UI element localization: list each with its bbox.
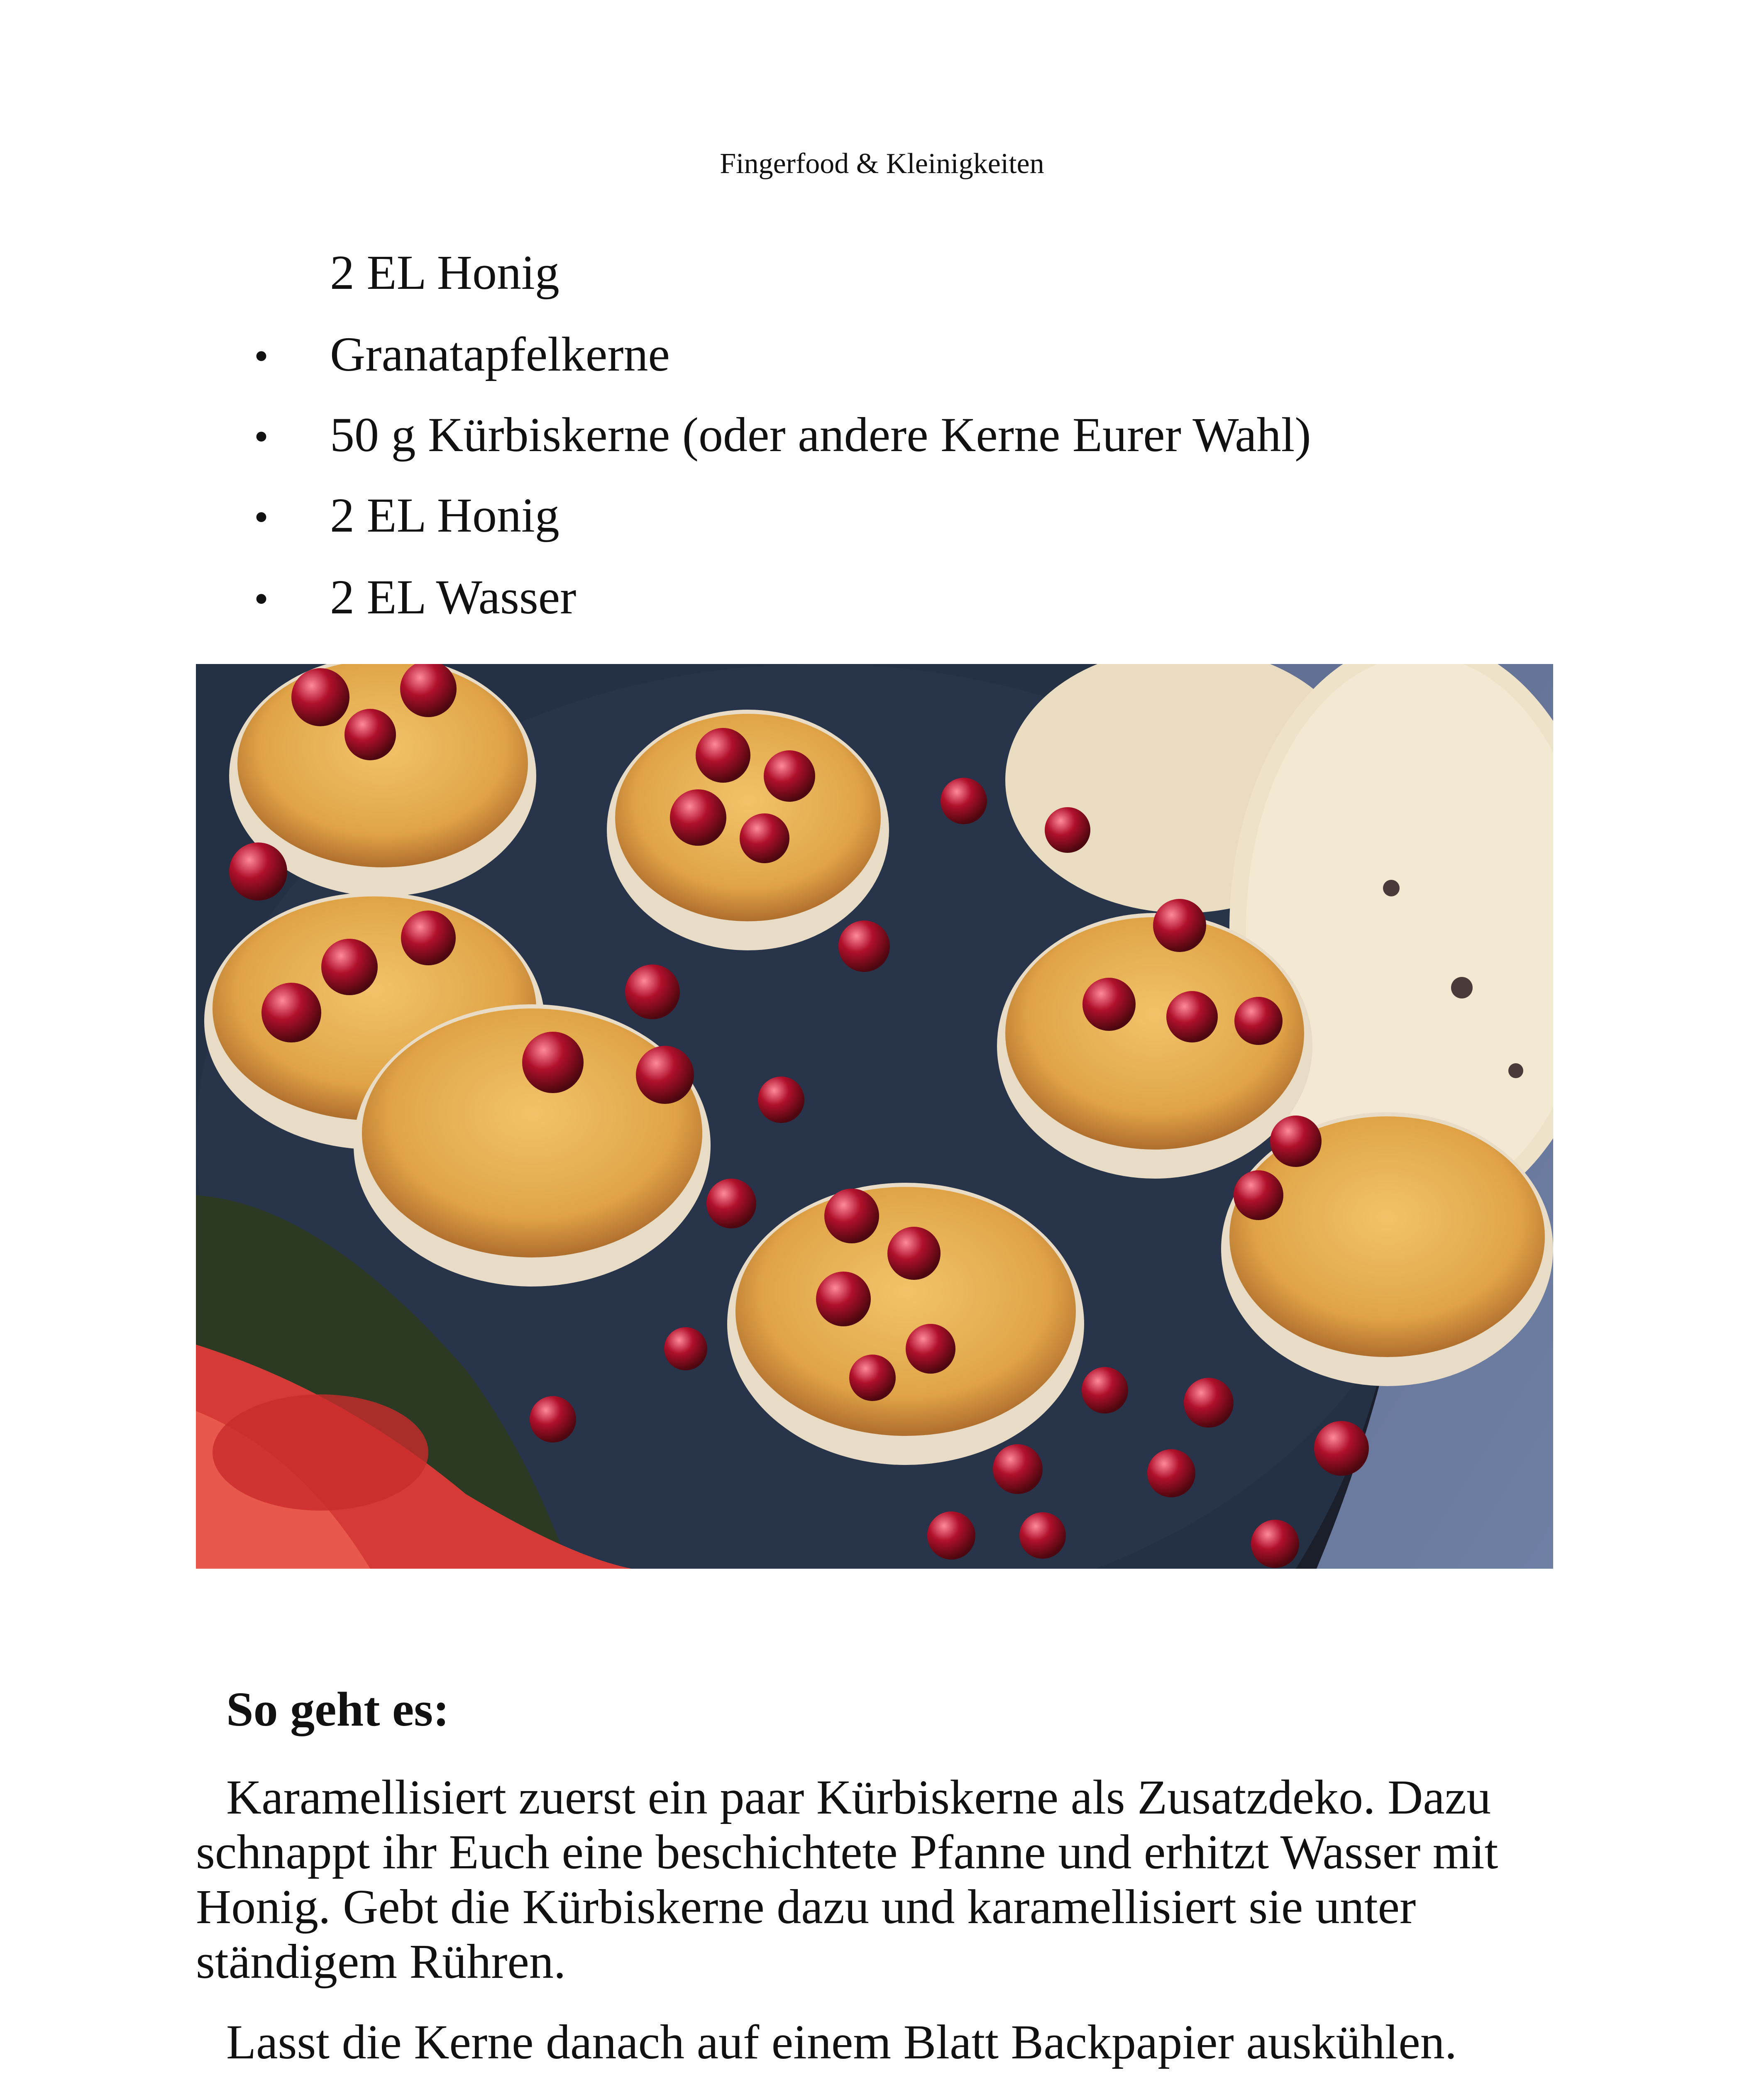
- instructions-heading: So geht es:: [226, 1682, 450, 1736]
- bullet-icon: •: [254, 494, 269, 540]
- instruction-paragraph: Lasst die Kerne danach auf einem Blatt Backpapier auskühlen.: [226, 2015, 1457, 2069]
- food-photo-icon: [196, 664, 1553, 1569]
- bullet-icon: •: [254, 413, 269, 459]
- ingredient-item: 2 EL Honig: [330, 488, 559, 542]
- ingredient-continued-line: 2 EL Honig: [330, 245, 559, 300]
- bullet-icon: •: [254, 333, 269, 379]
- food-photo: [196, 664, 1553, 1569]
- bullet-icon: •: [254, 576, 269, 622]
- ingredient-item: 2 EL Wasser: [330, 570, 577, 624]
- running-header: Fingerfood & Kleinigkeiten: [720, 148, 1044, 180]
- ingredient-item: Granatapfelkerne: [330, 327, 670, 381]
- ingredient-item: 50 g Kürbiskerne (oder andere Kerne Eurer Wahl): [330, 408, 1311, 462]
- instruction-paragraph: Karamellisiert zuerst ein paar Kürbiskerne als Zusatzdeko. Dazu schnappt ihr Euch eine beschichtete Pfanne und erhitzt Wasser mit Honig. Gebt die Kürbiskerne dazu und karamellisiert sie unter ständigem Rühren.: [196, 1770, 1498, 1989]
